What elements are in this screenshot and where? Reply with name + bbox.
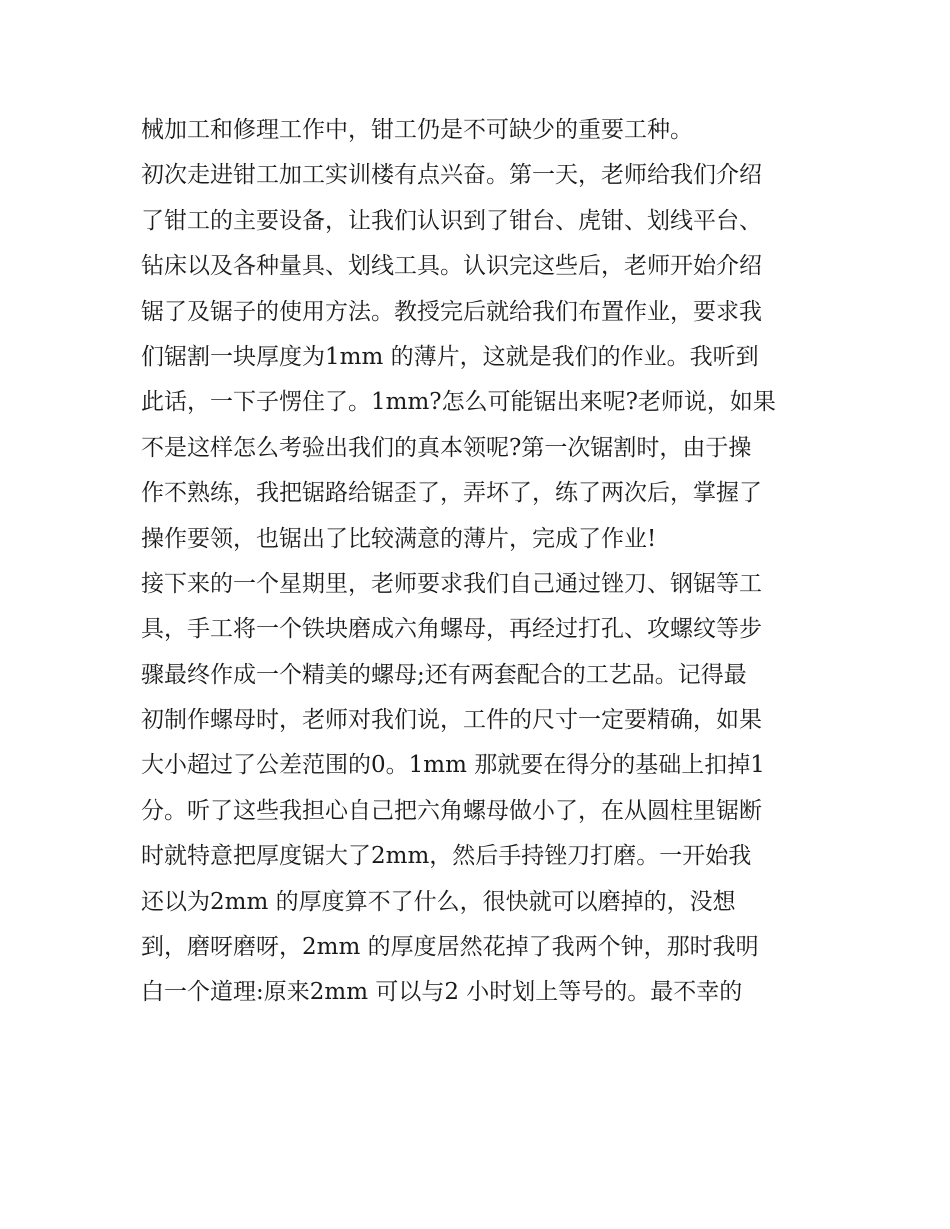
text-line: 具，手工将一个铁块磨成六角螺母，再经过打孔、攻螺纹等步 bbox=[141, 616, 762, 643]
document-body bbox=[141, 108, 821, 1016]
text-line: 械加工和修理工作中，钳工仍是不可缺少的重要工种。 bbox=[141, 117, 693, 143]
text-line: 骤最终作成一个精美的螺母;还有两套配合的工艺品。记得最 bbox=[141, 661, 747, 688]
text-line: 分。听了这些我担心自己把六角螺母做小了，在从圆柱里锯断 bbox=[141, 797, 762, 824]
text-line: 初次走进钳工加工实训楼有点兴奋。第一天，老师给我们介绍 bbox=[141, 162, 762, 189]
text-line: 接下来的一个星期里，老师要求我们自己通过锉刀、钢锯等工 bbox=[141, 570, 762, 597]
text-line: 们锯割一块厚度为1mm 的薄片，这就是我们的作业。我听到 bbox=[141, 343, 759, 370]
text-line: 操作要领，也锯出了比较满意的薄片，完成了作业! bbox=[141, 525, 657, 552]
text-line: 还以为2mm 的厚度算不了什么，很快就可以磨掉的，没想 bbox=[141, 888, 736, 915]
text-line: 此话，一下子愣住了。1mm?怎么可能锯出来呢?老师说，如果 bbox=[141, 389, 776, 416]
text-line: 钻床以及各种量具、划线工具。认识完这些后，老师开始介绍 bbox=[141, 253, 762, 280]
text-line: 作不熟练，我把锯路给锯歪了，弄坏了，练了两次后，掌握了 bbox=[141, 480, 762, 507]
text-line: 初制作螺母时，老师对我们说，工件的尺寸一定要精确，如果 bbox=[141, 707, 762, 734]
text-line: 锯了及锯子的使用方法。教授完后就给我们布置作业，要求我 bbox=[141, 298, 762, 325]
text-line: 白一个道理:原来2mm 可以与2 小时划上等号的。最不幸的 bbox=[141, 979, 743, 1006]
text-line: 时就特意把厚度锯大了2mm，然后手持锉刀打磨。一开始我 bbox=[141, 843, 752, 870]
text-line: 大小超过了公差范围的0。1mm 那就要在得分的基础上扣掉1 bbox=[141, 752, 765, 779]
text-line: 到，磨呀磨呀，2mm 的厚度居然花掉了我两个钟，那时我明 bbox=[141, 934, 759, 961]
text-line: 不是这样怎么考验出我们的真本领呢?第一次锯割时，由于操 bbox=[141, 434, 752, 461]
text-line: 了钳工的主要设备，让我们认识到了钳台、虎钳、划线平台、 bbox=[141, 207, 762, 234]
